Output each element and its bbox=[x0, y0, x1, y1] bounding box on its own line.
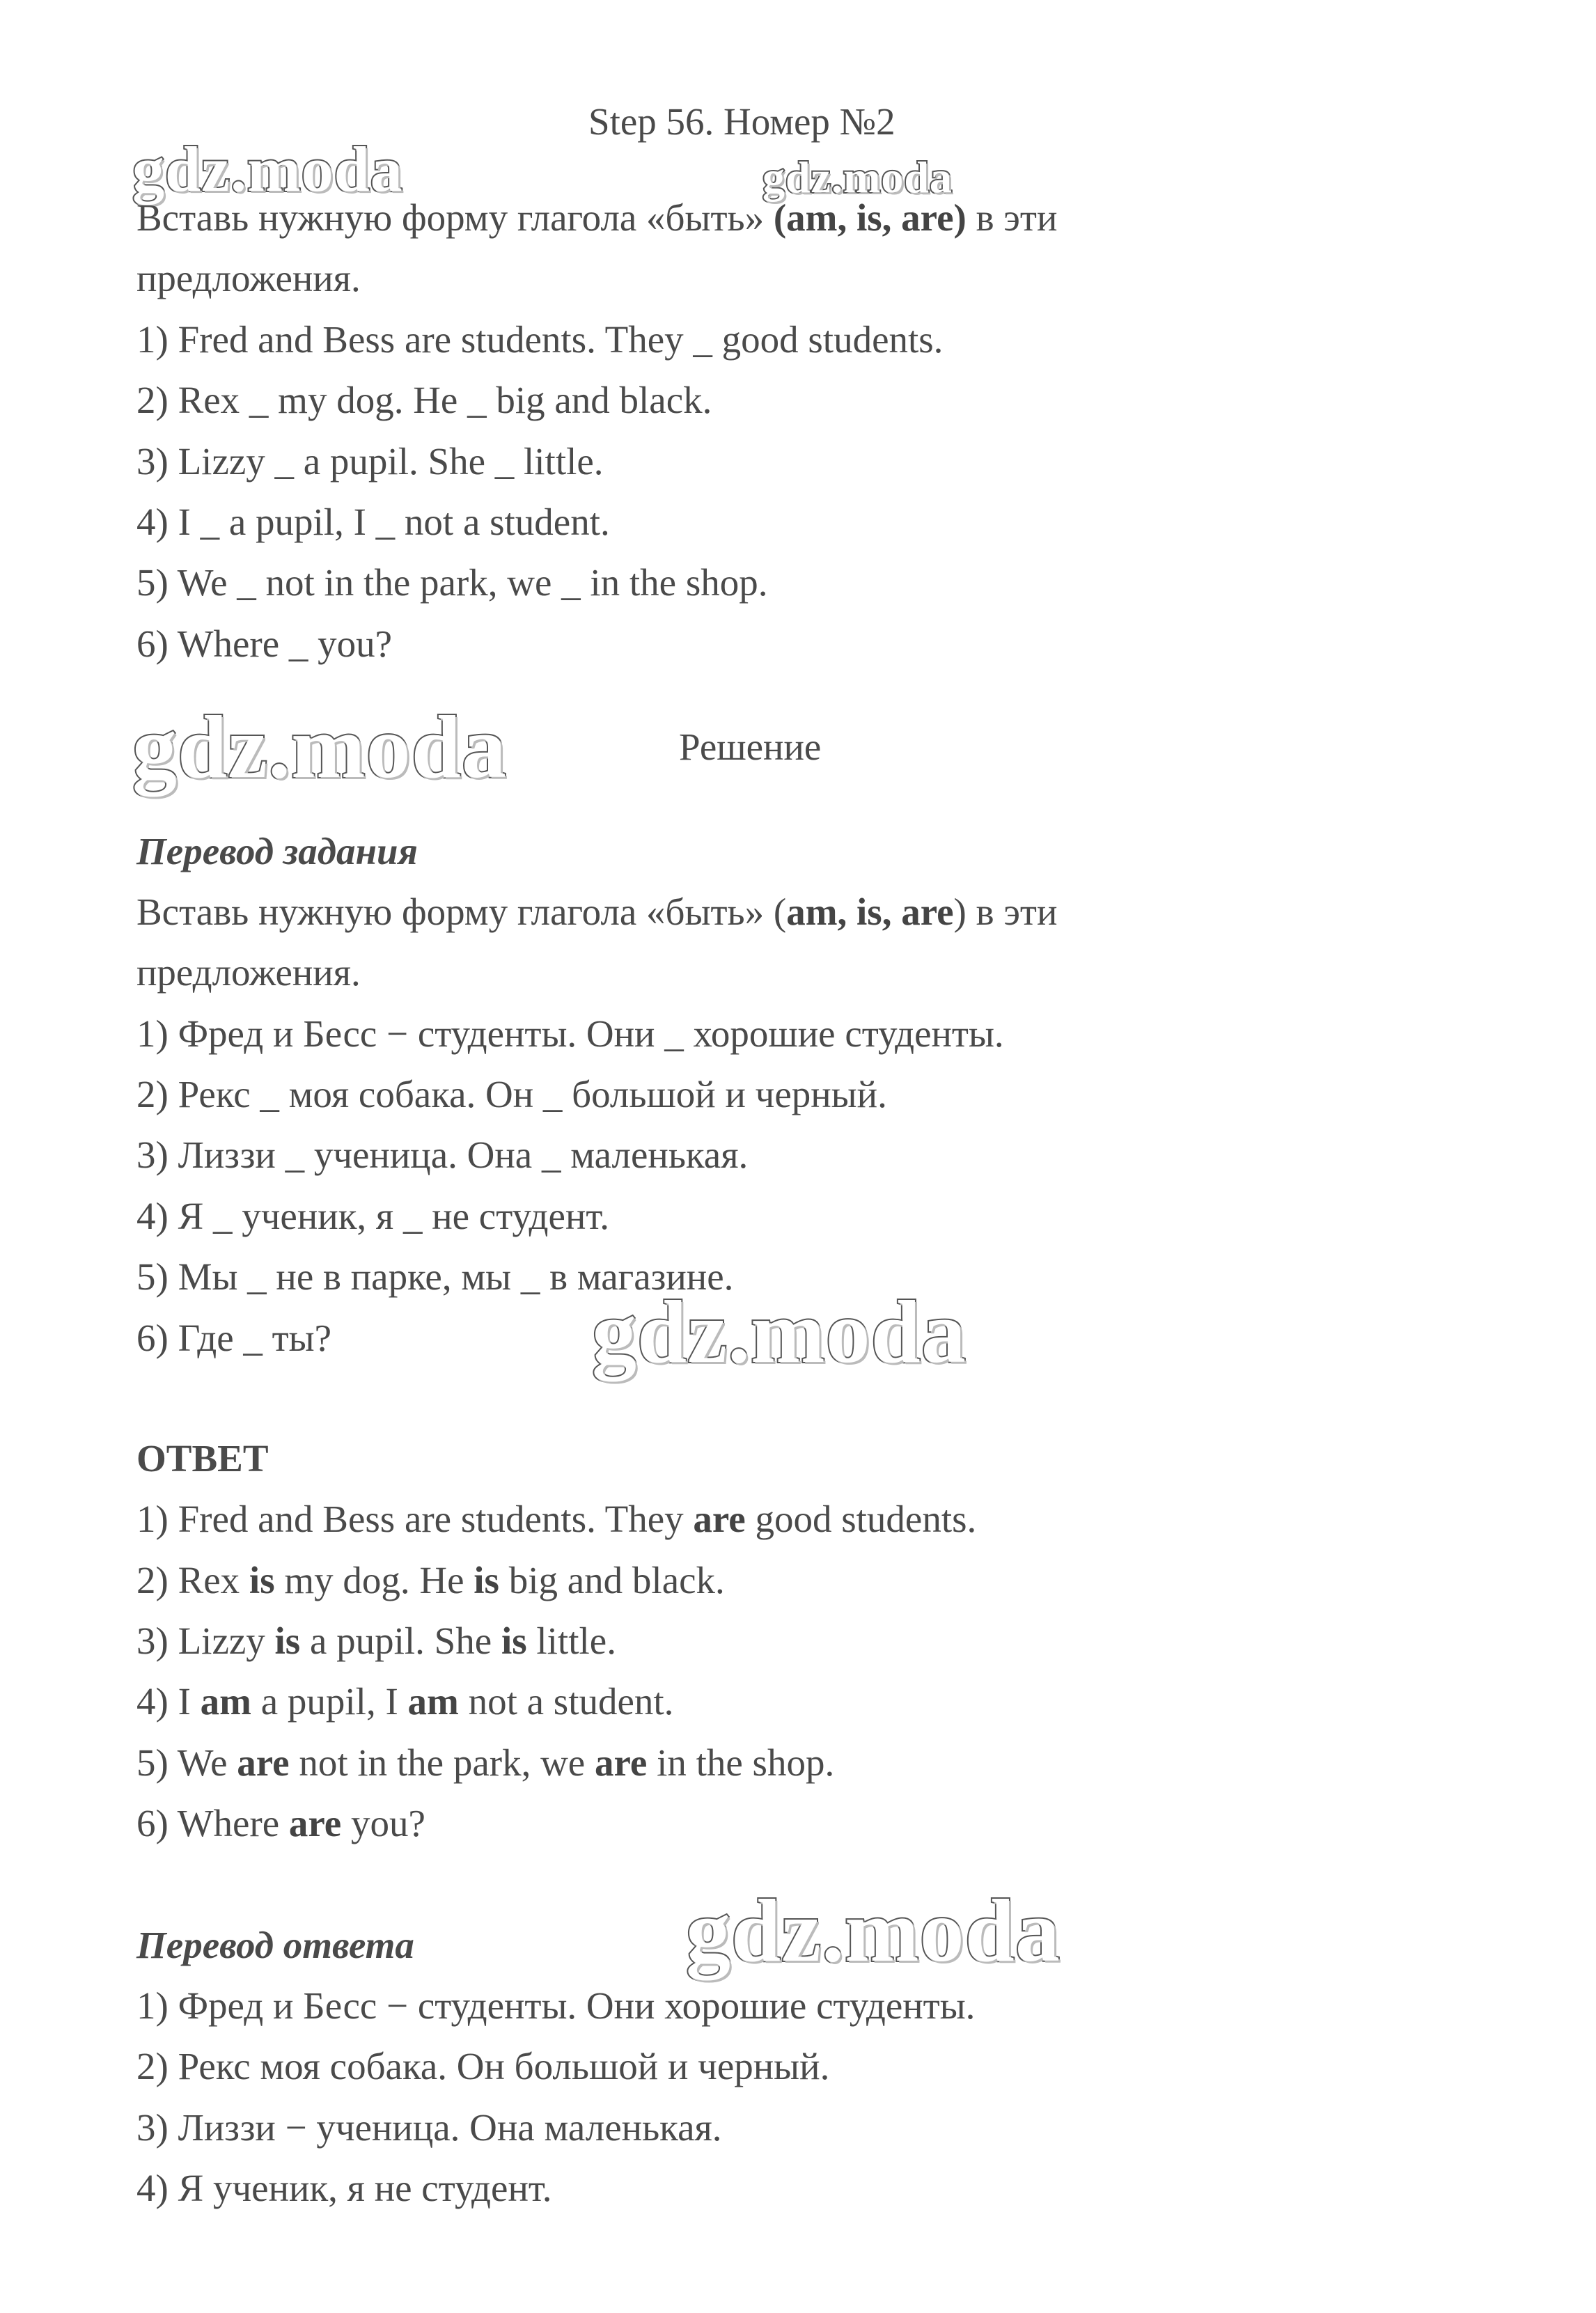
task-item: 5) We _ not in the park, we _ in the shop. bbox=[136, 561, 768, 604]
task-item: 4) I _ a pupil, I _ not a student. bbox=[136, 501, 610, 543]
answer-item: 6) Where are you? bbox=[136, 1802, 425, 1844]
solution-label: Решение bbox=[679, 726, 822, 768]
translation-item: 1) Фред и Бесс − студенты. Они _ хорошие студенты. bbox=[136, 1012, 1004, 1055]
task-intro-line-2: предложения. bbox=[136, 257, 361, 299]
watermark-logo: gdz.moda bbox=[686, 1881, 1061, 1980]
task-item: 3) Lizzy _ a pupil. She _ little. bbox=[136, 440, 604, 483]
translation-verb-forms: am, is, are bbox=[786, 891, 954, 933]
translation-item: 3) Лиззи _ ученица. Она _ маленькая. bbox=[136, 1134, 749, 1176]
answer-item: 3) Lizzy is a pupil. She is little. bbox=[136, 1620, 616, 1662]
answer-item: 2) Rex is my dog. He is big and black. bbox=[136, 1559, 725, 1601]
answer-translation-item: 4) Я ученик, я не студент. bbox=[136, 2167, 552, 2209]
translation-item: 5) Мы _ не в парке, мы _ в магазине. bbox=[136, 1255, 734, 1298]
answer-item: 1) Fred and Bess are students. They are good students. bbox=[136, 1498, 977, 1540]
watermark-logo: gdz.moda bbox=[132, 134, 403, 205]
task-item: 1) Fred and Bess are students. They _ good students. bbox=[136, 318, 944, 361]
answer-item: 5) We are not in the park, we are in the shop. bbox=[136, 1741, 835, 1784]
answer-item: 4) I am a pupil, I am not a student. bbox=[136, 1680, 674, 1723]
answer-translation-heading: Перевод ответа bbox=[136, 1924, 414, 1966]
answer-translation-item: 2) Рекс моя собака. Он большой и черный. bbox=[136, 2045, 830, 2087]
task-item: 2) Rex _ my dog. He _ big and black. bbox=[136, 379, 712, 421]
watermark-logo: gdz.moda bbox=[132, 698, 507, 797]
page-title: Step 56. Номер №2 bbox=[588, 100, 895, 143]
task-verb-forms: (am, is, are) bbox=[773, 196, 967, 239]
answer-heading: ОТВЕТ bbox=[136, 1437, 269, 1480]
task-intro-line-1: Вставь нужную форму глагола «быть» (am, is, are) в эти bbox=[136, 196, 1058, 239]
translation-intro-line-1: Вставь нужную форму глагола «быть» (am, is, are) в эти bbox=[136, 891, 1058, 933]
translation-heading: Перевод задания bbox=[136, 830, 418, 872]
translation-intro-line-2: предложения. bbox=[136, 951, 361, 994]
translation-item: 2) Рекс _ моя собака. Он _ большой и черный. bbox=[136, 1073, 887, 1115]
translation-item: 4) Я _ ученик, я _ не студент. bbox=[136, 1195, 610, 1237]
translation-item: 6) Где _ ты? bbox=[136, 1317, 332, 1359]
watermark-logo: gdz.moda bbox=[762, 152, 953, 202]
task-item: 6) Where _ you? bbox=[136, 622, 393, 665]
answer-translation-item: 1) Фред и Бесс − студенты. Они хорошие студенты. bbox=[136, 1984, 976, 2027]
answer-translation-item: 3) Лиззи − ученица. Она маленькая. bbox=[136, 2106, 722, 2149]
watermark-logo: gdz.moda bbox=[592, 1283, 967, 1381]
